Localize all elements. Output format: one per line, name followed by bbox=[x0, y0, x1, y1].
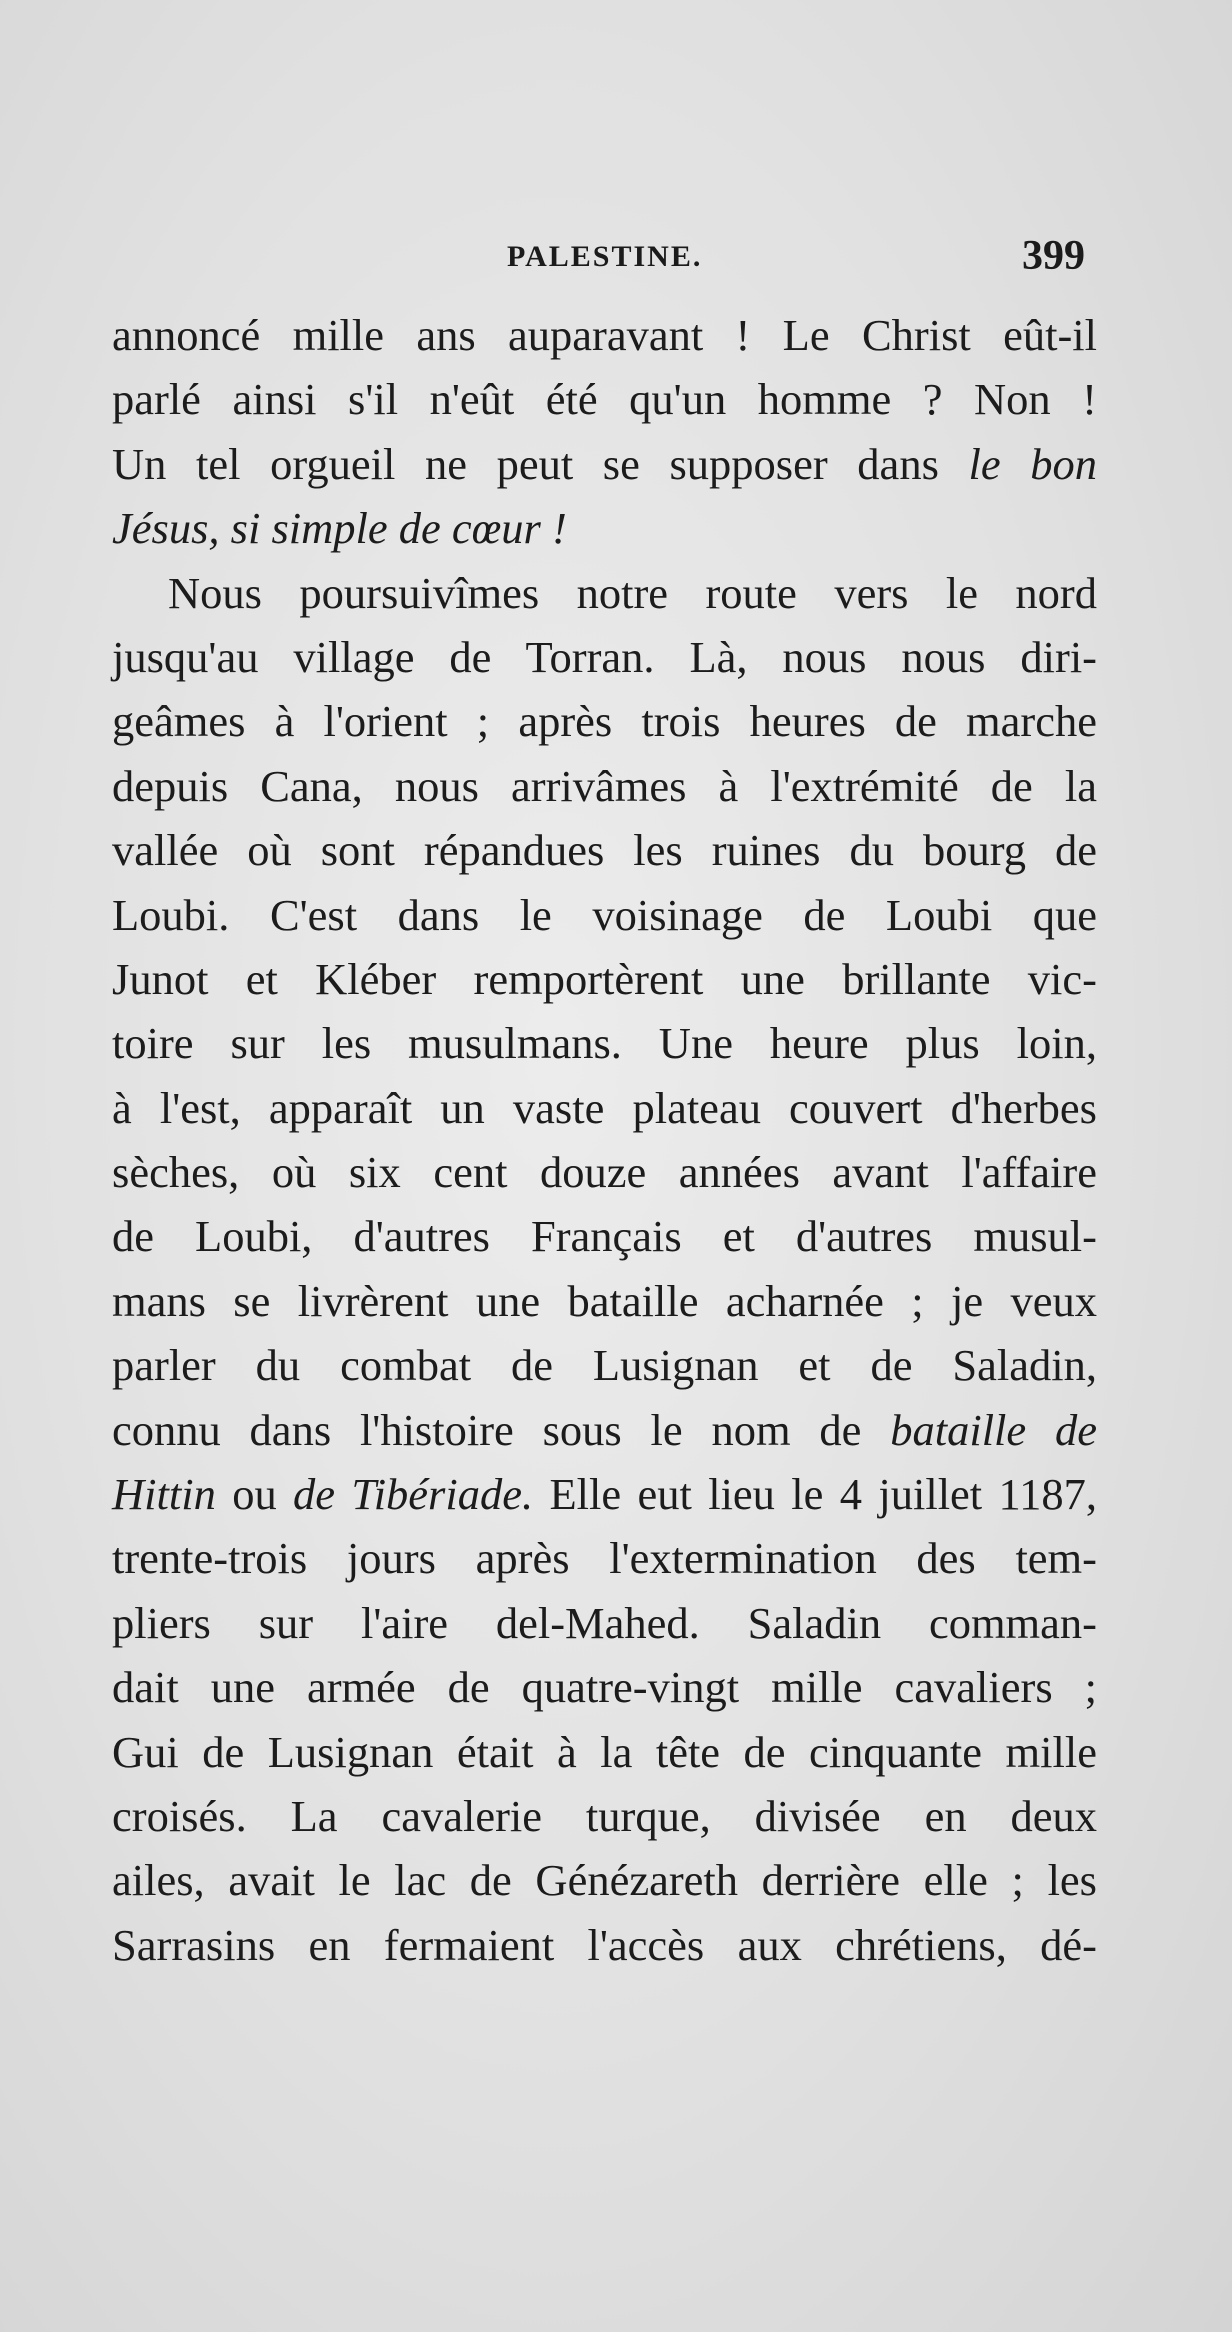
text-line bbox=[112, 1462, 1097, 1526]
text-line: trente-trois jours après l'extermination des tem- bbox=[112, 1533, 1097, 1584]
text-segment: Un tel orgueil ne peut se supposer dans bbox=[112, 438, 969, 489]
text-line: pliers sur l'aire del-Mahed. Saladin comman- bbox=[112, 1597, 1097, 1648]
text-line: parler du combat de Lusignan et de Saladin, bbox=[112, 1340, 1097, 1391]
running-title: PALESTINE. bbox=[507, 240, 703, 273]
text-line bbox=[112, 432, 1097, 496]
italic-segment: de Tibériade. bbox=[293, 1469, 534, 1520]
text-line bbox=[112, 1398, 1097, 1462]
text-segment: Elle eut lieu le 4 juillet 1187, bbox=[533, 1469, 1097, 1520]
text-segment: connu dans l'histoire sous le nom de bbox=[112, 1404, 891, 1455]
text-line bbox=[112, 496, 1097, 560]
text-line: parlé ainsi s'il n'eût été qu'un homme ? Non ! bbox=[112, 374, 1097, 425]
page-number: 399 bbox=[1022, 233, 1085, 279]
text-line: vallée où sont répandues les ruines du bourg de bbox=[112, 825, 1097, 876]
text-line: ailes, avait le lac de Génézareth derrière elle ; les bbox=[112, 1855, 1097, 1906]
text-line: à l'est, apparaît un vaste plateau couvert d'herbes bbox=[112, 1082, 1097, 1133]
text-line: depuis Cana, nous arrivâmes à l'extrémité de la bbox=[112, 760, 1097, 811]
text-line: mans se livrèrent une bataille acharnée ; je veux bbox=[112, 1275, 1097, 1326]
paragraph-2 bbox=[112, 561, 1097, 1978]
running-header bbox=[112, 232, 1232, 292]
text-line: Sarrasins en fermaient l'accès aux chrétiens, dé- bbox=[112, 1919, 1097, 1970]
text-line: geâmes à l'orient ; après trois heures de marche bbox=[112, 696, 1097, 747]
text-line: croisés. La cavalerie turque, divisée en deux bbox=[112, 1790, 1097, 1841]
italic-segment: Jésus, si simple de cœur ! bbox=[112, 503, 567, 554]
text-line: jusqu'au village de Torran. Là, nous nous diri- bbox=[112, 631, 1097, 682]
text-line: dait une armée de quatre-vingt mille cavaliers ; bbox=[112, 1662, 1097, 1713]
text-line: toire sur les musulmans. Une heure plus loin, bbox=[112, 1018, 1097, 1069]
text-line: sèches, où six cent douze années avant l'affaire bbox=[112, 1147, 1097, 1198]
text-line: Loubi. C'est dans le voisinage de Loubi que bbox=[112, 889, 1097, 940]
text-line: de Loubi, d'autres Français et d'autres musul- bbox=[112, 1211, 1097, 1262]
italic-segment: Hittin bbox=[112, 1469, 216, 1520]
italic-segment: le bon bbox=[968, 438, 1097, 489]
body-text bbox=[112, 303, 1097, 1977]
text-segment: ou bbox=[215, 1469, 294, 1520]
text-line: Junot et Kléber remportèrent une brillante vic- bbox=[112, 953, 1097, 1004]
italic-segment: bataille de bbox=[890, 1404, 1097, 1455]
text-line: Nous poursuivîmes notre route vers le nord bbox=[168, 567, 1097, 618]
text-line: annoncé mille ans auparavant ! Le Christ eût-il bbox=[112, 310, 1097, 360]
paragraph-1 bbox=[112, 303, 1097, 561]
text-line: Gui de Lusignan était à la tête de cinquante mille bbox=[112, 1726, 1097, 1777]
